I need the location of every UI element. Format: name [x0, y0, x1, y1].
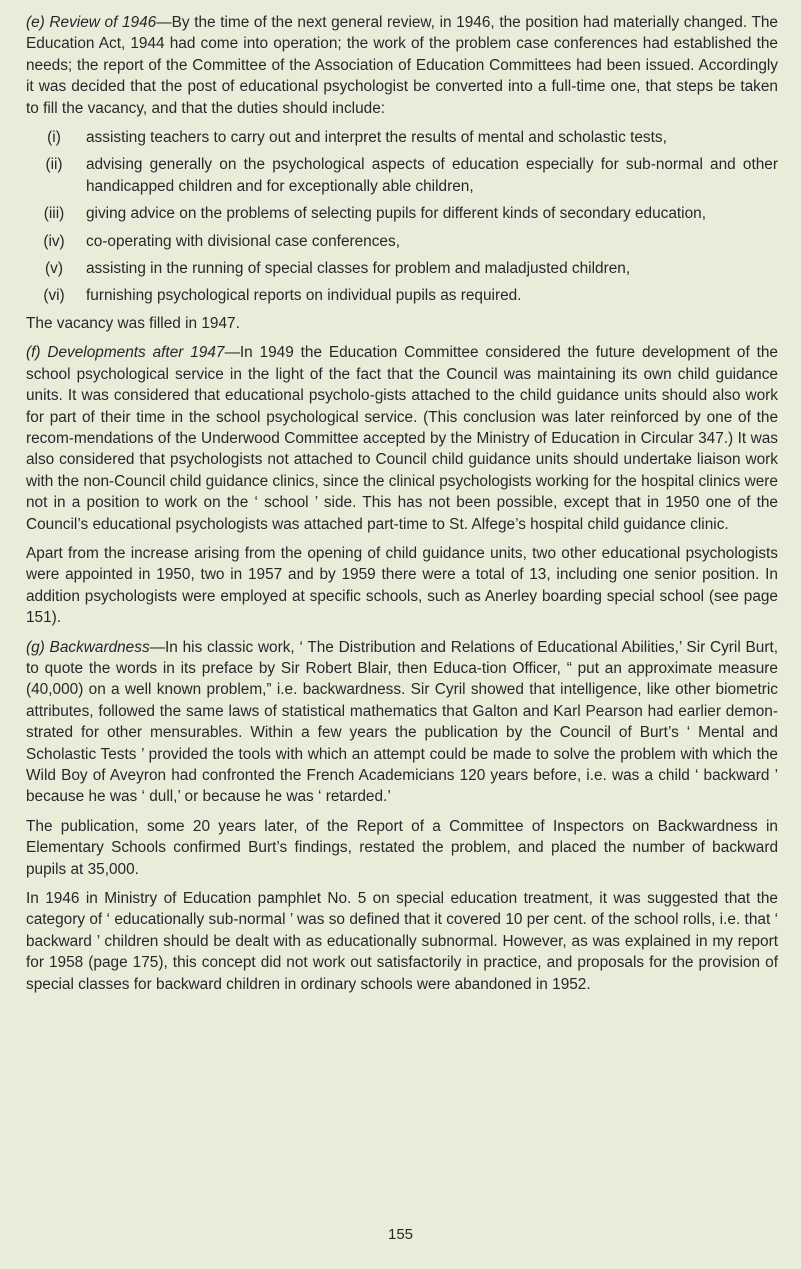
- duties-list: [26, 127, 778, 307]
- section-g-heading: (g) Backwardness: [26, 638, 150, 656]
- list-item-text: furnishing psychological reports on individual pupils as required.: [86, 287, 522, 305]
- section-g-text: —In his classic work, ‘ The Distribution and Relations of Educational Abilities,’ Sir Cyril Burt, to quote the words in its preface by Sir Robert Blair, then Educa-tion Officer, “ put an approximate measure (40,000) on a well known problem,” i.e. backwardness. Sir Cyril showed that intelligence, like other biometric attributes, followed the same laws of statistical mathematics that Galton and Karl Pearson had earlier demon-strated for other mensurables. Within a few years the publication by the Council of Burt’s ‘ Mental and Scholastic Tests ’ provided the tools with which an attempt could be made to solve the problem with which the Wild Boy of Aveyron had confronted the French Academicians 120 years before, i.e. was a child ‘ backward ’ because he was ‘ dull,’ or because he was ‘ retarded.’: [26, 638, 778, 806]
- list-item-number: (i): [47, 129, 61, 147]
- list-item-text: assisting in the running of special classes for problem and maladjusted children,: [86, 260, 631, 278]
- section-f-heading: (f) Developments after 1947: [26, 344, 225, 362]
- list-item-number: (vi): [43, 287, 65, 305]
- list-item-text: giving advice on the problems of selecting pupils for different kinds of secondary education,: [86, 205, 706, 223]
- section-e-text: —By the time of the next general review, in 1946, the position had materially changed. The Education Act, 1944 had come into operation; the work of the problem case conferences had established the needs; the report of the Committee of the Association of Education Committees had been issued. Accordingly it was decided that the post of educational psychologist be converted into a full-time one, that steps be taken to fill the vacancy, and that the duties should include:: [26, 14, 778, 117]
- section-f-paragraph-2: Apart from the increase arising from the opening of child guidance units, two other educational psychologists were appointed in 1950, two in 1957 and by 1959 there were a total of 13, including one senior position. In addition psychologists were employed at specific schools, such as Anerley boarding special school (see page 151).: [26, 544, 778, 627]
- list-item-number: (ii): [45, 156, 63, 174]
- page-number: 155: [387, 1226, 414, 1243]
- section-e-heading: (e) Review of 1946: [26, 14, 157, 31]
- list-item-number: (iv): [43, 232, 65, 250]
- list-item: [26, 154, 778, 197]
- document-page: [26, 12, 778, 1003]
- list-item-number: (iii): [43, 205, 65, 223]
- list-item: [26, 258, 778, 279]
- section-g-paragraph-3: In 1946 in Ministry of Education pamphlet No. 5 on special education treatment, it was suggested that the category of ‘ educationally sub-normal ’ was so defined that it covered 10 per cent. of the school rolls, i.e. that ‘ backward ’ children should be dealt with as educationally subnormal. However, as was explained in my report for 1958 (page 175), this concept did not work out satisfactorily in practice, and proposals for the provision of special classes for backward children in ordinary schools were abandoned in 1952.: [26, 890, 778, 993]
- list-item: [26, 285, 778, 306]
- list-item: [26, 127, 778, 148]
- list-item-text: assisting teachers to carry out and interpret the results of mental and scholastic tests,: [86, 129, 667, 147]
- section-g-paragraph-2: The publication, some 20 years later, of the Report of a Committee of Inspectors on Backwardness in Elementary Schools confirmed Burt’s findings, restated the problem, and placed the number of backward pupils at 35,000.: [26, 817, 778, 878]
- section-e-paragraph: [26, 12, 778, 119]
- section-f-paragraph: [26, 342, 778, 535]
- section-f-text: —In 1949 the Education Committee considered the future development of the school psychological service in the light of the fact that the Council was maintaining its own child guidance units. It was considered that educational psycholo-gists attached to the child guidance units should also work for part of their time in the school psychological service. (This conclusion was later reinforced by one of the recom-mendations of the Underwood Committee accepted by the Ministry of Education in Circular 347.) It was also considered that psychologists not attached to Council child guidance units should undertake liaison work with the non-Council child guidance clinics, since the clinical psychologists working for the hospital clinics were not in a position to work on the ‘ school ’ side. This has not been possible, except that in 1950 one of the Council’s educational psychologists was attached part-time to St. Alfege’s hospital child guidance clinic.: [26, 344, 778, 533]
- list-item-text: advising generally on the psychological aspects of education especially for sub-normal and other handicapped children and for exceptionally able children,: [86, 156, 778, 195]
- list-item-number: (v): [45, 260, 63, 278]
- section-g-paragraph: [26, 637, 778, 808]
- list-item-text: co-operating with divisional case conferences,: [86, 232, 400, 250]
- list-item: [26, 203, 778, 224]
- list-item: [26, 231, 778, 252]
- section-e-closing: The vacancy was filled in 1947.: [26, 314, 240, 332]
